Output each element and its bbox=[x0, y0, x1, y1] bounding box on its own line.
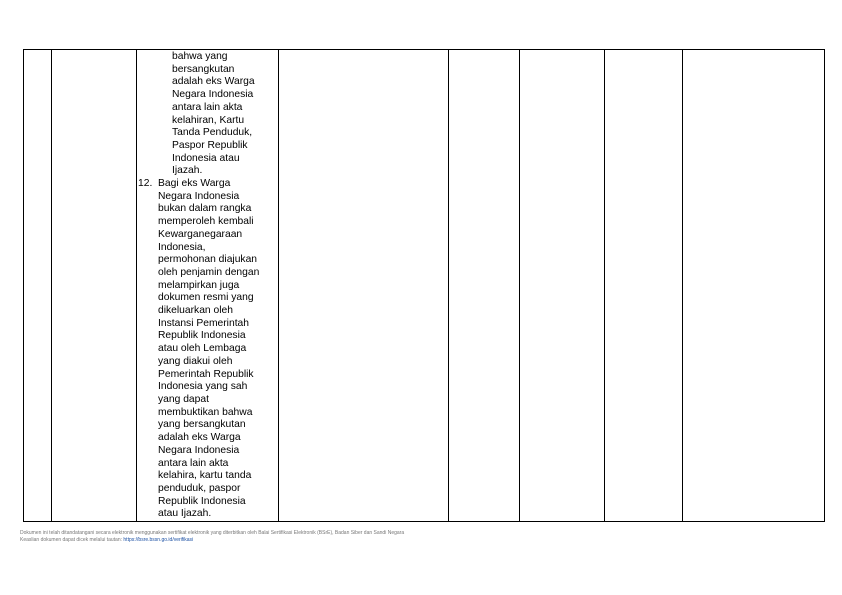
text-line: atau Ijazah. bbox=[158, 508, 212, 520]
table-cell-requirements bbox=[137, 50, 279, 522]
text-line: Negara Indonesia bbox=[158, 190, 240, 202]
text-line: bersangkutan bbox=[172, 63, 235, 75]
continuation-item-text bbox=[137, 51, 278, 178]
table-cell-4 bbox=[279, 50, 449, 522]
text-line: yang diakui oleh bbox=[158, 355, 233, 367]
text-line: adalah eks Warga bbox=[172, 76, 255, 88]
text-line: memperoleh kembali bbox=[158, 216, 254, 228]
text-line: Indonesia, bbox=[158, 241, 206, 253]
text-line: antara lain akta bbox=[172, 101, 243, 113]
table-cell-number bbox=[24, 50, 52, 522]
text-line: kelahira, kartu tanda bbox=[158, 470, 252, 482]
text-line: bukan dalam rangka bbox=[158, 203, 252, 215]
table-cell-5 bbox=[449, 50, 520, 522]
text-line: melampirkan juga bbox=[158, 279, 240, 291]
text-line: Paspor Republik bbox=[172, 139, 248, 151]
text-line: Republik Indonesia bbox=[158, 330, 246, 342]
text-line: Bagi eks Warga bbox=[158, 178, 231, 190]
text-line: bahwa yang bbox=[172, 51, 228, 62]
text-line: Indonesia yang sah bbox=[158, 381, 248, 393]
text-line: Pemerintah Republik bbox=[158, 368, 254, 380]
document-table bbox=[23, 49, 825, 522]
text-line: Negara Indonesia bbox=[158, 444, 240, 456]
text-line: yang bersangkutan bbox=[158, 419, 246, 431]
footer-line-1: Dokumen ini telah ditandatangani secara elektronik menggunakan sertifikat elektronik yang diterbitkan oleh Balai Sertifikasi Elektronik (BSrE), Badan Siber dan Sandi Negara bbox=[20, 530, 405, 536]
signature-footer bbox=[20, 530, 404, 543]
text-line: adalah eks Warga bbox=[158, 432, 241, 444]
item-text bbox=[158, 178, 278, 521]
text-line: Republik Indonesia bbox=[158, 495, 246, 507]
footer-line-2 bbox=[20, 537, 404, 544]
text-line: oleh penjamin dengan bbox=[158, 266, 260, 278]
table-cell-6 bbox=[520, 50, 605, 522]
text-line: penduduk, paspor bbox=[158, 482, 241, 494]
text-line: Negara Indonesia bbox=[172, 89, 254, 101]
table-cell-category bbox=[52, 50, 137, 522]
text-line: dokumen resmi yang bbox=[158, 292, 254, 304]
table-cell-8 bbox=[683, 50, 825, 522]
verify-link[interactable]: https://bsre.bssn.go.id/verifikasi bbox=[123, 536, 194, 543]
text-line: yang dapat bbox=[158, 393, 209, 405]
text-line: permohonan diajukan bbox=[158, 254, 258, 266]
text-line: antara lain akta bbox=[158, 457, 229, 469]
text-line: Indonesia atau bbox=[172, 152, 240, 164]
text-line: atau oleh Lembaga bbox=[158, 343, 247, 355]
item-number: 12. bbox=[138, 178, 153, 190]
list-item-12 bbox=[137, 178, 278, 521]
table-row bbox=[24, 50, 825, 522]
text-line: kelahiran, Kartu bbox=[172, 114, 245, 126]
text-line: membuktikan bahwa bbox=[158, 406, 253, 418]
text-line: Ijazah. bbox=[172, 165, 203, 177]
text-line: dikeluarkan oleh bbox=[158, 305, 233, 317]
text-line: Tanda Penduduk, bbox=[172, 127, 253, 139]
text-line: Instansi Pemerintah bbox=[158, 317, 250, 329]
requirements-text bbox=[137, 50, 278, 521]
footer-verify-text: Keaslian dokumen dapat dicek melalui tautan: bbox=[20, 536, 124, 543]
table-cell-7 bbox=[605, 50, 683, 522]
text-line: Kewarganegaraan bbox=[158, 228, 243, 240]
